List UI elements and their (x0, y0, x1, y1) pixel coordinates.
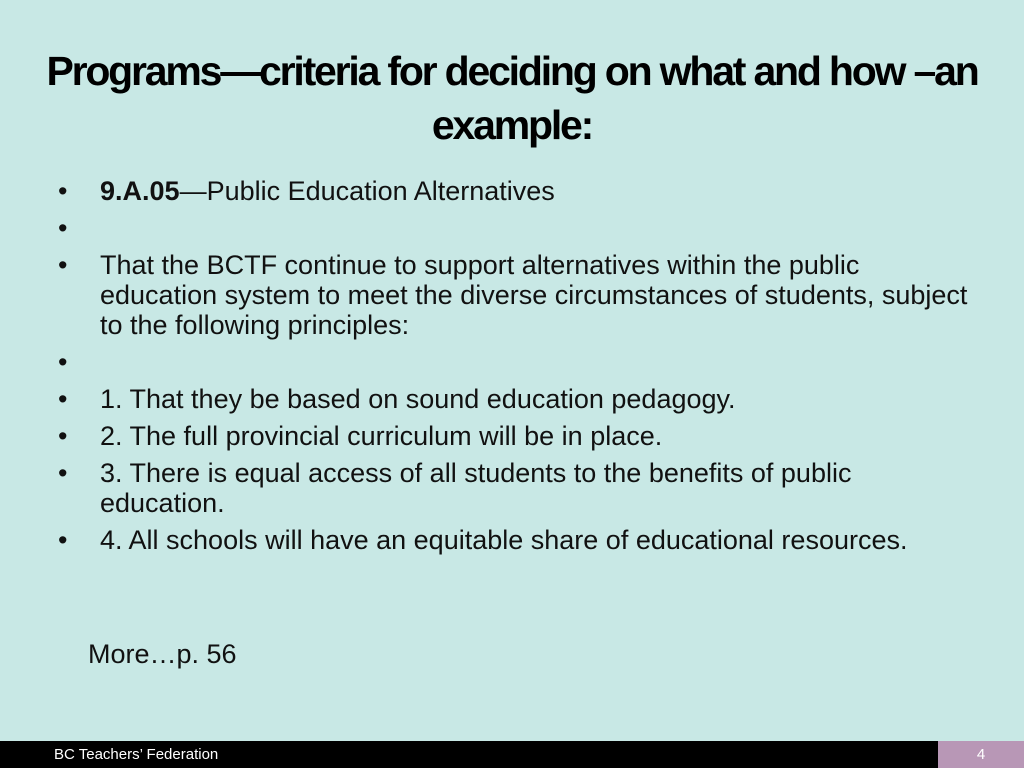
bullet-icon: • (58, 525, 68, 555)
more-reference: More…p. 56 (88, 639, 237, 669)
bullet-icon: • (58, 213, 68, 243)
list-item (56, 421, 976, 451)
list-item (56, 176, 976, 206)
list-item-text: 1. That they be based on sound education pedagogy. (100, 384, 736, 414)
list-item (56, 458, 976, 518)
list-item (56, 250, 976, 340)
list-item-text: —Public Education Alternatives (179, 176, 555, 206)
list-item (56, 525, 976, 555)
policy-code: 9.A.05 (100, 176, 180, 206)
bullet-icon: • (58, 250, 68, 280)
list-item (56, 347, 976, 377)
bullet-icon: • (58, 384, 68, 414)
list-item-text: 4. All schools will have an equitable share of educational resources. (100, 525, 908, 555)
bullet-list (56, 176, 976, 555)
list-item-text: That the BCTF continue to support alternatives within the public education system to meet the diverse circumstances of students, subject to the following principles: (100, 250, 968, 340)
bullet-icon: • (58, 421, 68, 451)
bullet-icon: • (58, 176, 68, 206)
bullet-icon: • (58, 458, 68, 488)
list-item (56, 213, 976, 243)
slide-content (56, 176, 976, 562)
bullet-icon: • (58, 347, 68, 377)
list-item-text: 2. The full provincial curriculum will be in place. (100, 421, 663, 451)
slide-title: Programs—criteria for deciding on what and how –an example: (46, 48, 978, 148)
list-item (56, 384, 976, 414)
page-number: 4 (938, 741, 1024, 768)
list-item-text: 3. There is equal access of all students to the benefits of public education. (100, 458, 852, 518)
footer-organization: BC Teachers’ Federation (54, 746, 219, 763)
footer-bar (0, 741, 1024, 768)
